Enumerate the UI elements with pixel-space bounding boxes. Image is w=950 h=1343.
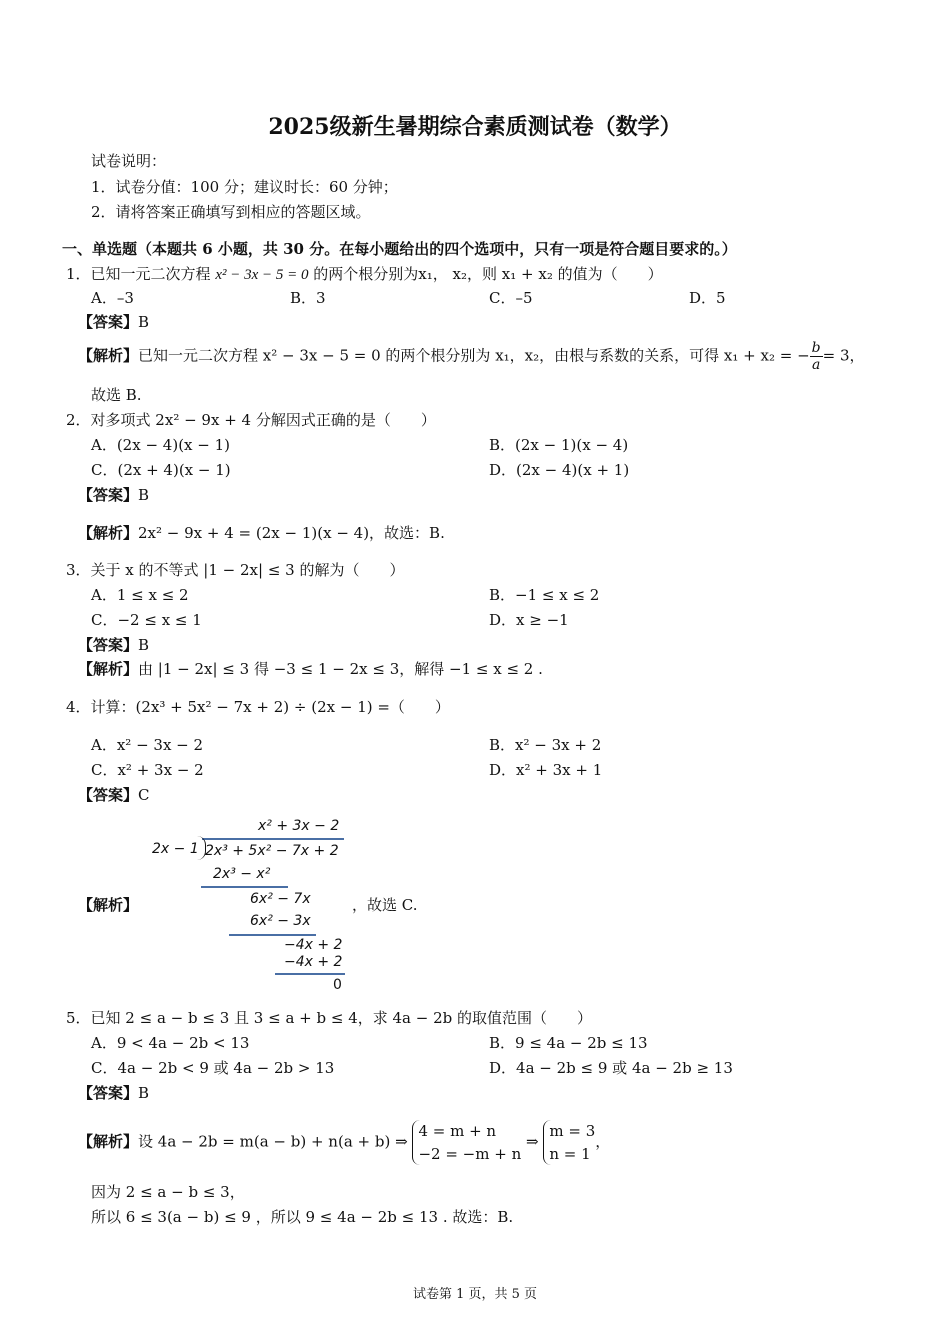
q2-option-c: C．(2x + 4)(x − 1) [91, 461, 231, 479]
question-2-stem: 2．对多项式 2x² − 9x + 4 分解因式正确的是（ ） [66, 411, 436, 429]
division-divisor: 2x − 1 [152, 841, 199, 857]
instruction-item: 1．试卷分值：100 分；建议时长：60 分钟； [91, 178, 398, 196]
equation-system: 4 = m + n −2 = −m + n [412, 1120, 521, 1165]
division-rule [229, 934, 316, 936]
q5-option-b: B．9 ≤ 4a − 2b ≤ 13 [489, 1034, 648, 1052]
instructions-heading: 试卷说明： [91, 152, 167, 170]
q3-option-d: D．x ≥ −1 [489, 611, 569, 629]
q1-option-c: C．–5 [489, 289, 533, 307]
q2-analysis: 【解析】2x² − 9x + 4 = (2x − 1)(x − 4)，故选：B. [78, 524, 445, 542]
q2-answer: 【答案】B [78, 486, 150, 504]
q3-answer: 【答案】B [78, 636, 150, 654]
q5-option-d: D．4a − 2b ≤ 9 或 4a − 2b ≥ 13 [489, 1059, 733, 1077]
q4-option-d: D．x² + 3x + 1 [489, 761, 603, 779]
q4-option-c: C．x² + 3x − 2 [91, 761, 204, 779]
q1-analysis-end: 故选 B. [91, 386, 142, 404]
q4-answer: 【答案】C [78, 786, 150, 804]
q1-option-d: D．5 [689, 289, 726, 307]
division-dividend: 2x³ + 5x² − 7x + 2 [205, 843, 339, 859]
q5-analysis-line: 所以 6 ≤ 3(a − b) ≤ 9 ，所以 9 ≤ 4a − 2b ≤ 13 . 故选：B. [91, 1208, 514, 1226]
division-remainder: 0 [333, 977, 342, 993]
division-step-3: 6x² − 3x [250, 913, 311, 929]
page-title: 2025级新生暑期综合素质测试卷（数学） [268, 114, 682, 140]
q3-option-a: A．1 ≤ x ≤ 2 [91, 586, 189, 604]
division-quotient: x² + 3x − 2 [258, 818, 340, 834]
q4-analysis-label: 【解析】 [78, 896, 139, 914]
equation-system: m = 3 n = 1 [543, 1120, 595, 1165]
q5-analysis: 【解析】设 4a − 2b = m(a − b) + n(a + b) ⇒ 4 = m + n −2 = −m + n ⇒ m = 3 n = 1 ， [78, 1120, 610, 1165]
page-footer: 试卷第 1 页，共 5 页 [412, 1287, 538, 1302]
q1-answer: 【答案】B [78, 313, 150, 331]
q1-option-a: A．–3 [91, 289, 134, 307]
question-3-stem: 3．关于 x 的不等式 |1 − 2x| ≤ 3 的解为（ ） [66, 561, 405, 579]
q2-option-b: B．(2x − 1)(x − 4) [489, 436, 629, 454]
q5-option-c: C．4a − 2b < 9 或 4a − 2b > 13 [91, 1059, 335, 1077]
section-heading: 一、单选题（本题共 6 小题，共 30 分。在每小题给出的四个选项中，只有一项是符合题目要求的。） [62, 240, 737, 258]
division-step-2: 6x² − 7x [250, 891, 311, 907]
q5-option-a: A．9 < 4a − 2b < 13 [91, 1034, 250, 1052]
q3-option-b: B．−1 ≤ x ≤ 2 [489, 586, 600, 604]
division-rule [275, 973, 345, 975]
division-bar [202, 838, 344, 840]
division-rule [201, 886, 288, 888]
q5-answer: 【答案】B [78, 1084, 150, 1102]
q5-analysis-line: 因为 2 ≤ a − b ≤ 3， [91, 1183, 245, 1201]
q3-analysis: 【解析】由 |1 − 2x| ≤ 3 得 −3 ≤ 1 − 2x ≤ 3，解得 −1 ≤ x ≤ 2 . [78, 660, 543, 678]
division-step-5: −4x + 2 [284, 954, 343, 970]
fraction-b-over-a: $\frac{b}{a}$ [811, 340, 821, 374]
question-4-stem: 4．计算：(2x³ + 5x² − 7x + 2) ÷ (2x − 1) =（ ） [66, 698, 450, 716]
q3-option-c: C．−2 ≤ x ≤ 1 [91, 611, 202, 629]
q4-option-a: A．x² − 3x − 2 [91, 736, 204, 754]
division-step-4: −4x + 2 [284, 937, 343, 953]
instruction-item: 2．请将答案正确填写到相应的答题区域。 [91, 203, 371, 221]
q4-option-b: B．x² − 3x + 2 [489, 736, 602, 754]
q4-analysis-suffix: ，故选 C. [352, 896, 418, 914]
q2-option-d: D．(2x − 4)(x + 1) [489, 461, 630, 479]
q1-option-b: B．3 [290, 289, 326, 307]
division-step-1: 2x³ − x² [213, 866, 271, 882]
question-5-stem: 5．已知 2 ≤ a − b ≤ 3 且 3 ≤ a + b ≤ 4，求 4a − 2b 的取值范围（ ） [66, 1009, 593, 1027]
question-1-stem: 1．已知一元二次方程 x² − 3x − 5 = 0 的两个根分别为x₁， x₂，则 x₁ + x₂ 的值为（ ） [66, 265, 663, 283]
q1-analysis: 【解析】已知一元二次方程 x² − 3x − 5 = 0 的两个根分别为 x₁，x₂，由根与系数的关系，可得 x₁ + x₂ = − $\frac{b}{a}$ = 3， [78, 340, 865, 374]
q2-option-a: A．(2x − 4)(x − 1) [91, 436, 230, 454]
